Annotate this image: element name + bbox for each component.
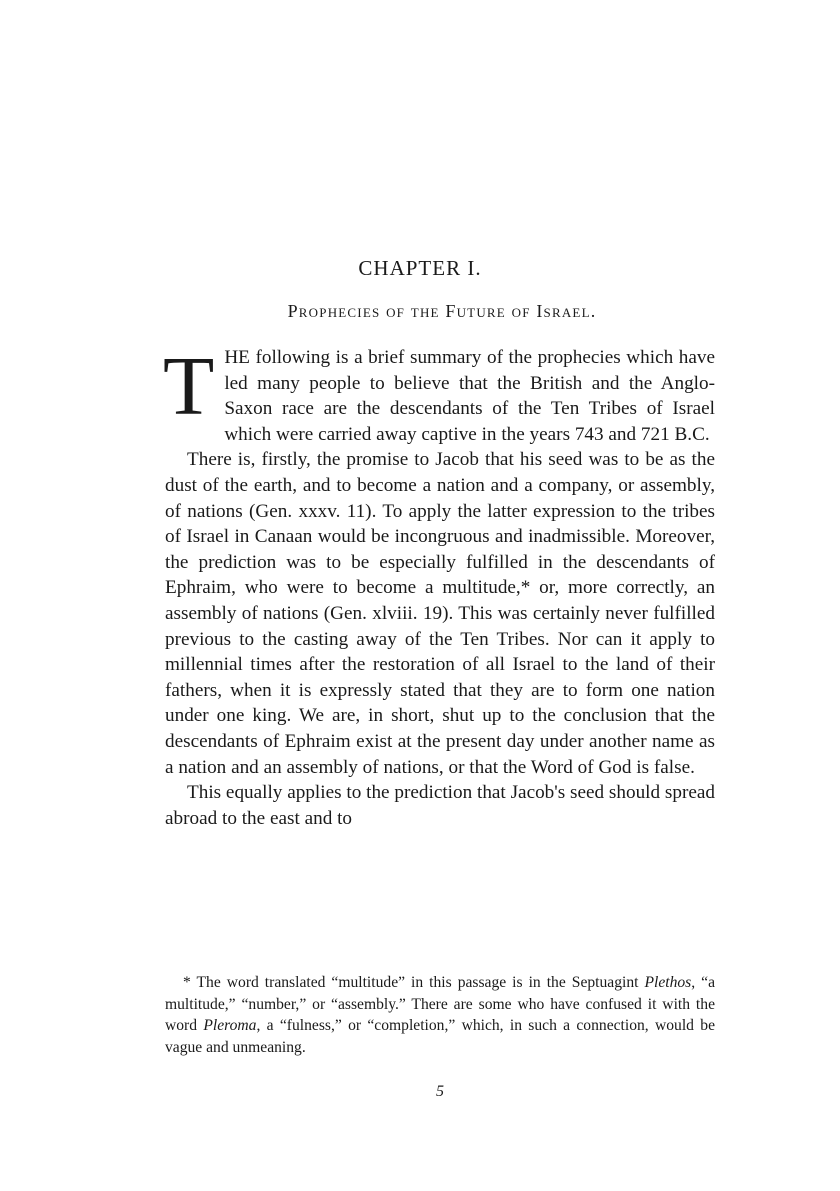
paragraph-2 — [165, 447, 715, 780]
footnote-text-1: The word translated “multitude” in this passage is in the Septuagint — [196, 974, 645, 991]
footnote-term-pleroma: Pleroma — [203, 1017, 257, 1034]
paragraph-1 — [163, 340, 715, 447]
drop-cap: T — [163, 340, 215, 433]
paragraph-2-text-a: There is, firstly, the promise to Jacob that his seed was to be as the dust of the earth, and to become a nation and a company, or assembly, of nations (Gen. xxxv. 11). To apply the latter expression to the tribes of Israel in Canaan would be incongruous and inadmissible. Moreover, the prediction was to be especially fulfilled in the descendants of Ephraim, who were to become a multitude, — [165, 449, 715, 599]
footnote-marker: * — [183, 974, 191, 991]
footnote-text-2: , “a multitude,” “number,” or “assembly.” There are some who have confused it with the word — [165, 974, 715, 1034]
paragraph-1-text: HE following is a brief summary of the prophecies which have led many people to believe that the British and the Anglo-Saxon race are the descendants of the Ten Tribes of Israel which were carried away captive in the years 743 and 721 — [224, 347, 715, 445]
footnote-text-3: , a “fulness,” or “completion,” which, in such a connection, would be vague and unmeaning. — [165, 1017, 715, 1056]
chapter-subtitle: Prophecies of the Future of Israel. — [287, 301, 597, 321]
era-abbreviation: B.C. — [674, 423, 710, 445]
footnote-term-plethos: Plethos — [644, 974, 692, 991]
chapter-title: CHAPTER I. — [358, 256, 482, 280]
footnote-reference: * — [520, 577, 531, 599]
page-number: 5 — [436, 1083, 444, 1100]
paragraph-3: This equally applies to the prediction that Jacob's seed should spread abroad to the east and to — [165, 782, 715, 829]
footnote — [165, 972, 715, 1058]
chapter-body — [163, 340, 715, 831]
paragraph-2-text-b: or, more correctly, an assembly of nations (Gen. xlviii. 19). This was certainly never fulfilled previous to the casting away of the Ten Tribes. Nor can it apply to millennial times after the restoration of all Israel to the land of their fathers, when it is expressly stated that they are to form one nation under one king. We are, in short, shut up to the conclusion that the descendants of Ephraim exist at the present day under another name as a nation and an assembly of nations, or that the Word of God is false. — [165, 577, 715, 778]
